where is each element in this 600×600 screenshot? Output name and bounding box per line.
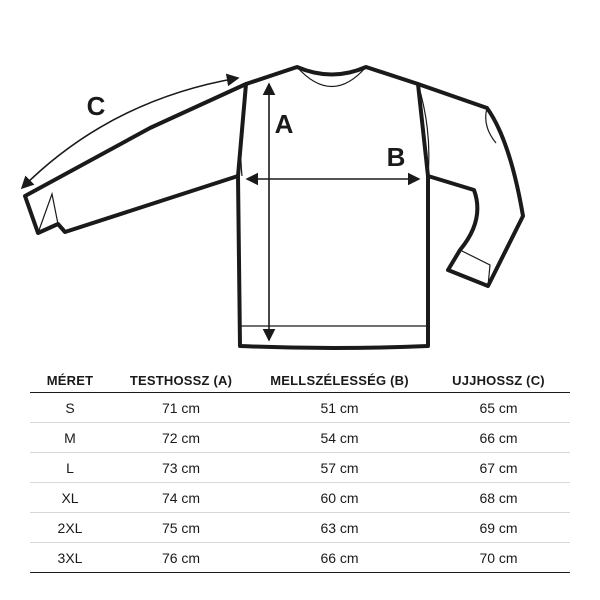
size-cell: S bbox=[30, 393, 110, 423]
table-row bbox=[30, 393, 570, 423]
chest-width-cell: 57 cm bbox=[252, 453, 427, 483]
table-row bbox=[30, 543, 570, 573]
table-row bbox=[30, 483, 570, 513]
size-cell: L bbox=[30, 453, 110, 483]
header-mellszelesseg: MELLSZÉLESSÉG (B) bbox=[252, 368, 427, 393]
table-row bbox=[30, 423, 570, 453]
size-cell: XL bbox=[30, 483, 110, 513]
header-testhossz: TESTHOSSZ (A) bbox=[110, 368, 252, 393]
body-length-cell: 71 cm bbox=[110, 393, 252, 423]
size-cell: M bbox=[30, 423, 110, 453]
size-cell: 3XL bbox=[30, 543, 110, 573]
chest-width-cell: 54 cm bbox=[252, 423, 427, 453]
body-length-cell: 76 cm bbox=[110, 543, 252, 573]
size-table bbox=[30, 368, 570, 573]
body-length-cell: 72 cm bbox=[110, 423, 252, 453]
header-meret: MÉRET bbox=[30, 368, 110, 393]
body-length-cell: 75 cm bbox=[110, 513, 252, 543]
table-row bbox=[30, 453, 570, 483]
header-ujjhossz: UJJHOSSZ (C) bbox=[427, 368, 570, 393]
sleeve-length-cell: 69 cm bbox=[427, 513, 570, 543]
sleeve-length-cell: 70 cm bbox=[427, 543, 570, 573]
chest-width-cell: 51 cm bbox=[252, 393, 427, 423]
size-cell: 2XL bbox=[30, 513, 110, 543]
label-b: B bbox=[386, 142, 406, 172]
table-row bbox=[30, 513, 570, 543]
table-header-row bbox=[30, 368, 570, 393]
sleeve-length-cell: 67 cm bbox=[427, 453, 570, 483]
body-length-cell: 74 cm bbox=[110, 483, 252, 513]
label-c: C bbox=[86, 91, 106, 121]
measure-c-arrow bbox=[22, 78, 238, 188]
label-a: A bbox=[274, 109, 294, 139]
sleeve-length-cell: 68 cm bbox=[427, 483, 570, 513]
body-length-cell: 73 cm bbox=[110, 453, 252, 483]
sleeve-length-cell: 66 cm bbox=[427, 423, 570, 453]
chest-width-cell: 66 cm bbox=[252, 543, 427, 573]
chest-width-cell: 63 cm bbox=[252, 513, 427, 543]
chest-width-cell: 60 cm bbox=[252, 483, 427, 513]
sleeve-length-cell: 65 cm bbox=[427, 393, 570, 423]
